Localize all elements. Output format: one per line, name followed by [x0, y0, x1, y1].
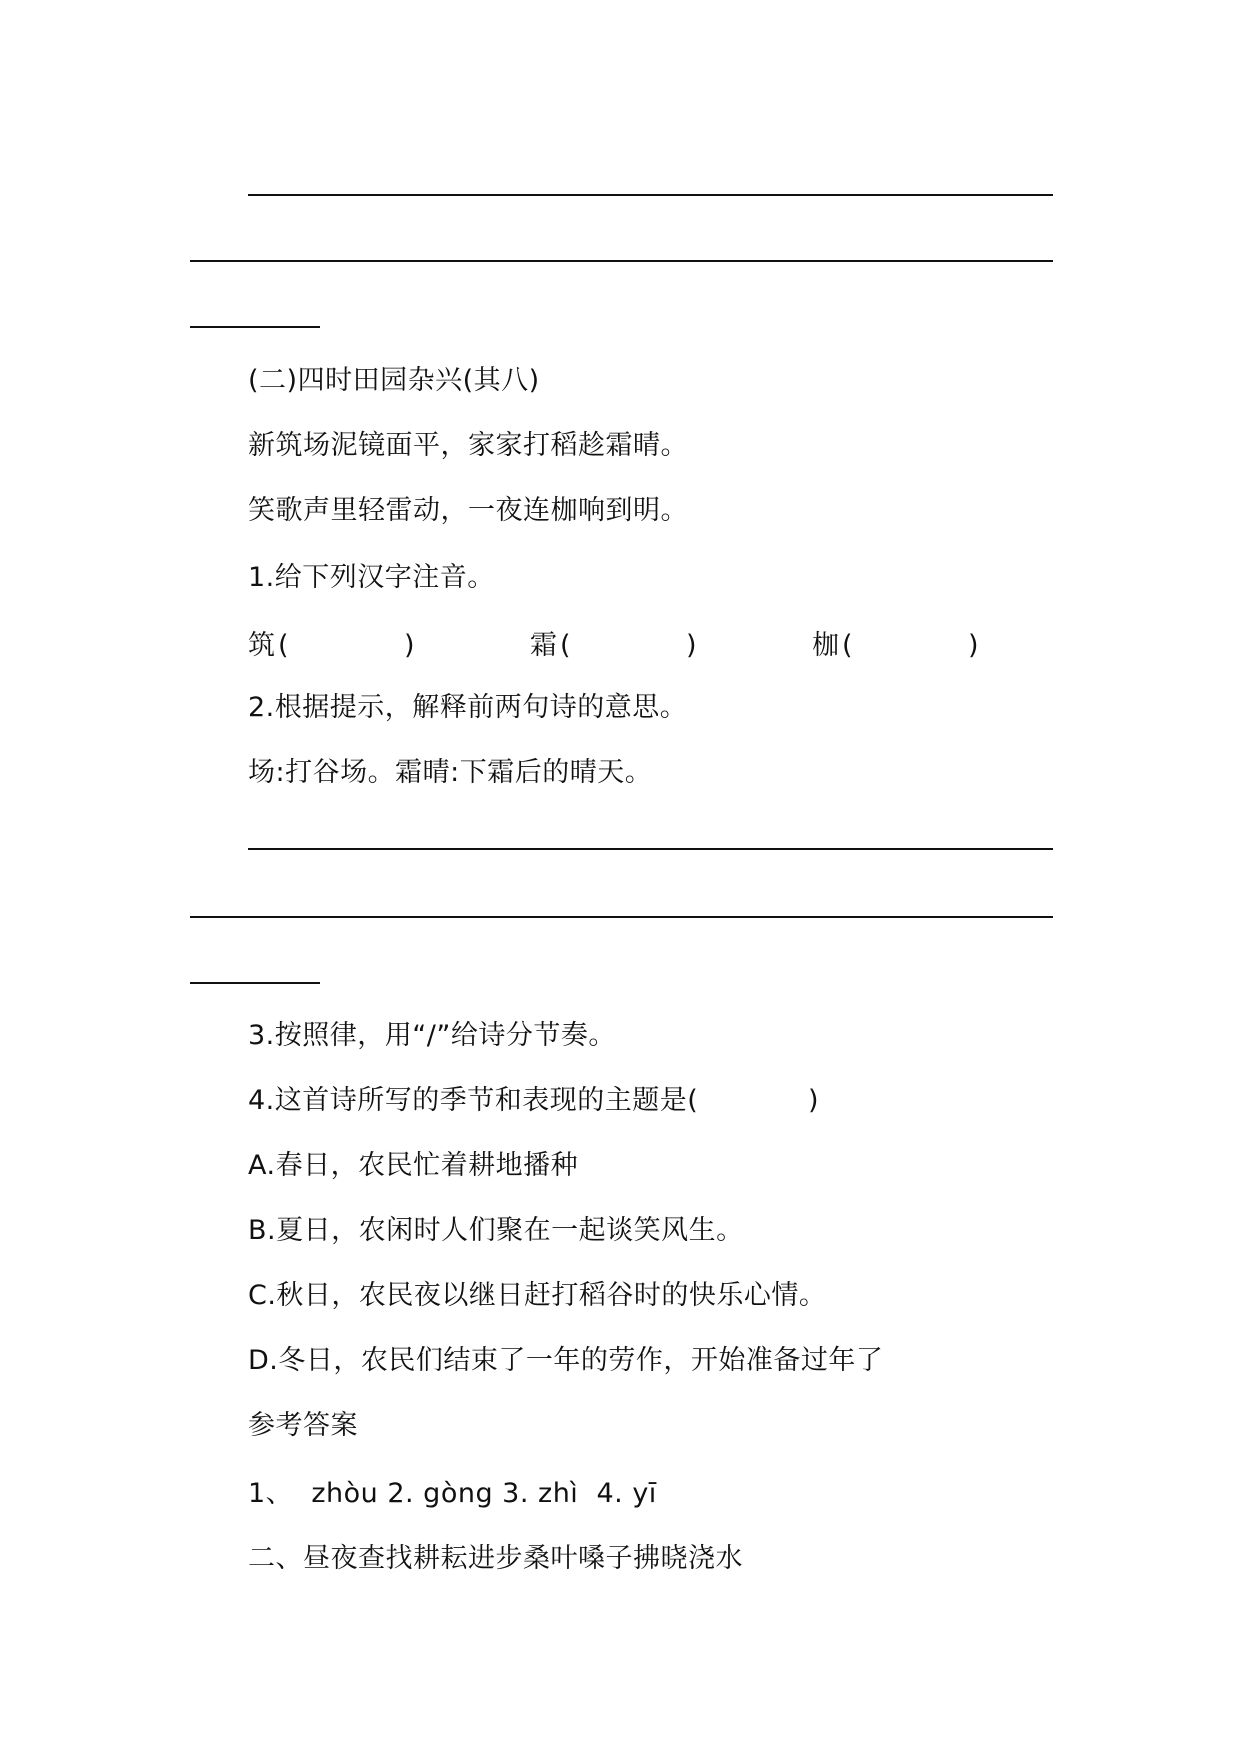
answers-title: 参考答案 — [248, 1410, 358, 1441]
answer-line — [190, 982, 320, 984]
pinyin-char: 枷 — [812, 630, 839, 661]
poem-line-2: 笑歌声里轻雷动，一夜连枷响到明。 — [248, 495, 688, 526]
option-a: A.春日，农民忙着耕地播种 — [248, 1150, 579, 1181]
poem-heading: (二)四时田园杂兴(其八) — [248, 365, 540, 396]
question-4-close-paren: ) — [808, 1085, 820, 1116]
answer-line — [190, 326, 320, 328]
option-b: B.夏日，农闲时人们聚在一起谈笑风生。 — [248, 1215, 744, 1246]
open-paren: ( — [560, 630, 571, 661]
question-2-hint: 场:打谷场。霜晴:下霜后的晴天。 — [248, 757, 653, 788]
question-4 — [248, 1085, 820, 1117]
close-paren: ) — [968, 630, 979, 661]
pinyin-char: 筑 — [248, 630, 275, 661]
open-paren: ( — [278, 630, 289, 661]
answer-line — [190, 260, 1053, 262]
answers-line-2: 二、昼夜查找耕耘进步桑叶嗓子拂晓浇水 — [248, 1543, 743, 1574]
question-2: 2.根据提示，解释前两句诗的意思。 — [248, 692, 688, 723]
close-paren: ) — [404, 630, 415, 661]
answer-line — [248, 194, 1053, 196]
answer-line — [190, 916, 1053, 918]
pinyin-char: 霜 — [530, 630, 557, 661]
question-3: 3.按照律，用“/”给诗分节奏。 — [248, 1020, 616, 1051]
poem-line-1: 新筑场泥镜面平，家家打稻趁霜晴。 — [248, 430, 688, 461]
open-paren: ( — [842, 630, 853, 661]
answer-line — [248, 848, 1053, 850]
close-paren: ) — [686, 630, 697, 661]
question-1: 1.给下列汉字注音。 — [248, 562, 495, 593]
question-4-text: 4.这首诗所写的季节和表现的主题是( — [248, 1085, 699, 1116]
option-c: C.秋日，农民夜以继日赶打稻谷时的快乐心情。 — [248, 1280, 827, 1311]
option-d: D.冬日，农民们结束了一年的劳作，开始准备过年了 — [248, 1345, 884, 1376]
answers-line-1: 1、 zhòu 2. gòng 3. zhì 4. yī — [248, 1478, 657, 1509]
